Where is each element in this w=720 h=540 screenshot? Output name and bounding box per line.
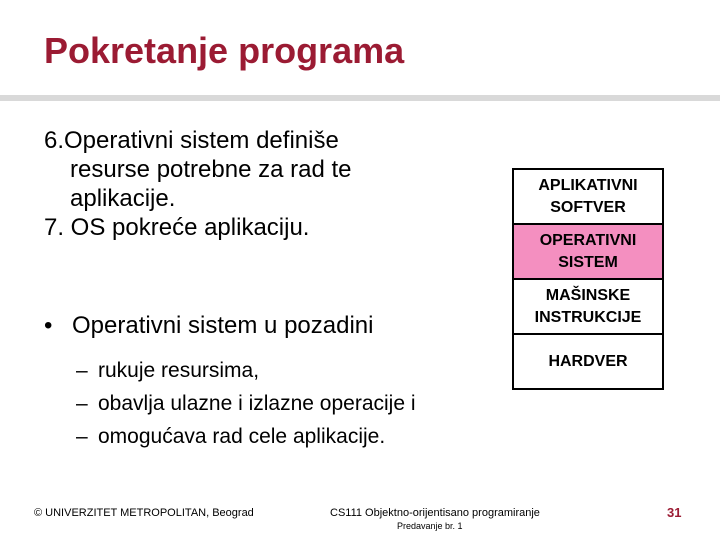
steps-block [44,126,352,242]
layer-stack-diagram [512,168,664,388]
layer-operating-system: OPERATIVNI SISTEM [512,223,664,280]
sub-bullet-dash: – [76,425,88,448]
layer-machine-instructions: MAŠINSKE INSTRUKCIJE [512,278,664,335]
step-7-line: 7. OS pokreće aplikaciju. [44,214,310,241]
sub-bullet-item [76,387,416,420]
step-6-line-1: 6.Operativni sistem definiše [44,127,339,154]
sub-bullet-text: obavlja ulazne i izlazne operacije i [98,392,416,415]
footer-copyright: © UNIVERZITET METROPOLITAN, Beograd [34,507,254,519]
slide-title: Pokretanje programa [44,30,405,71]
sub-bullet-dash: – [76,392,88,415]
footer-course: CS111 Objektno-orijentisano programiranje [330,507,540,519]
bullet-symbol: • [44,312,53,339]
page-number: 31 [667,505,682,520]
sub-bullet-list [76,354,416,453]
step-6-line-2: resurse potrebne za rad te [70,156,352,183]
sub-bullet-item [76,354,416,387]
sub-bullet-dash: – [76,359,88,382]
bullet-item [44,312,373,340]
bullet-text: Operativni sistem u pozadini [72,312,374,339]
footer-lecture: Predavanje br. 1 [397,521,463,531]
sub-bullet-text: rukuje resursima, [98,359,260,382]
sub-bullet-item [76,420,416,453]
sub-bullet-text: omogućava rad cele aplikacije. [98,425,386,448]
step-6-line-3: aplikacije. [70,185,176,212]
title-divider [0,95,720,101]
layer-hardware: HARDVER [512,333,664,390]
layer-application-software: APLIKATIVNI SOFTVER [512,168,664,225]
